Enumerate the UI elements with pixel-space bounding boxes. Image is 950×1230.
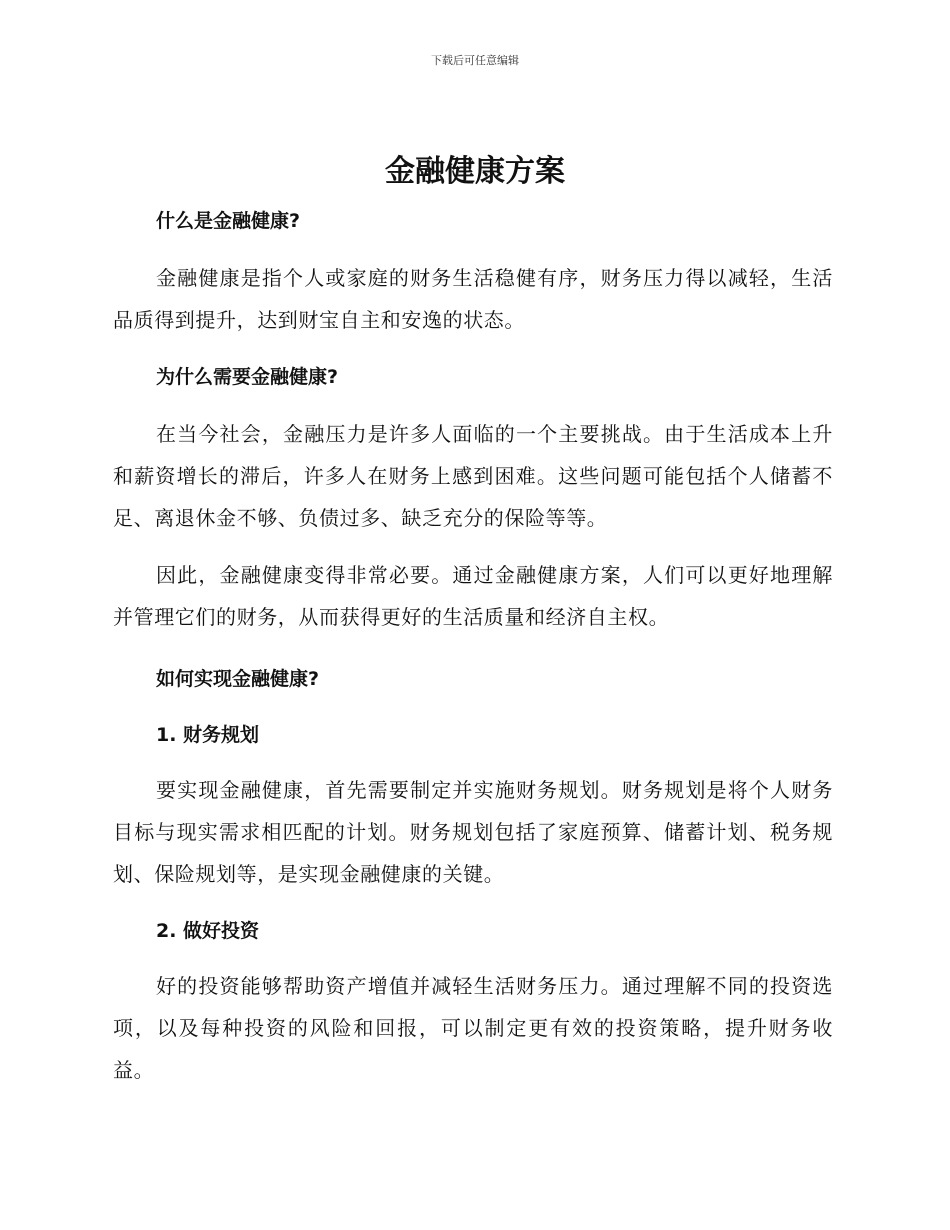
section-heading-investing: 2. 做好投资 <box>156 920 260 942</box>
section-paragraph: 要实现金融健康，首先需要制定并实施财务规划。财务规划是将个人财务目标与现实需求相匹配的计划。财务规划包括了家庭预算、储蓄计划、税务规划、保险规划等，是实现金融健康的关键。 <box>113 778 833 886</box>
section-paragraph: 金融健康是指个人或家庭的财务生活稳健有序，财务压力得以减轻，生活品质得到提升，达到财宝自主和安逸的状态。 <box>113 266 833 332</box>
section-paragraph: 在当今社会，金融压力是许多人面临的一个主要挑战。由于生活成本上升和薪资增长的滞后，许多人在财务上感到困难。这些问题可能包括个人储蓄不足、离退休金不够、负债过多、缺乏充分的保险等等。 <box>113 422 833 530</box>
section-heading-why-need: 为什么需要金融健康? <box>156 366 339 388</box>
section-paragraph: 因此，金融健康变得非常必要。通过金融健康方案，人们可以更好地理解并管理它们的财务，从而获得更好的生活质量和经济自主权。 <box>113 563 833 629</box>
section-heading-what-is: 什么是金融健康? <box>156 210 301 232</box>
section-paragraph: 好的投资能够帮助资产增值并减轻生活财务压力。通过理解不同的投资选项，以及每种投资的风险和回报，可以制定更有效的投资策略，提升财务收益。 <box>113 974 833 1082</box>
section-heading-financial-planning: 1. 财务规划 <box>156 724 260 746</box>
header-note: 下载后可任意编辑 <box>431 54 519 67</box>
document-body <box>113 202 833 1091</box>
section-heading-how-to: 如何实现金融健康? <box>156 668 320 690</box>
document-title: 金融健康方案 <box>385 154 565 189</box>
